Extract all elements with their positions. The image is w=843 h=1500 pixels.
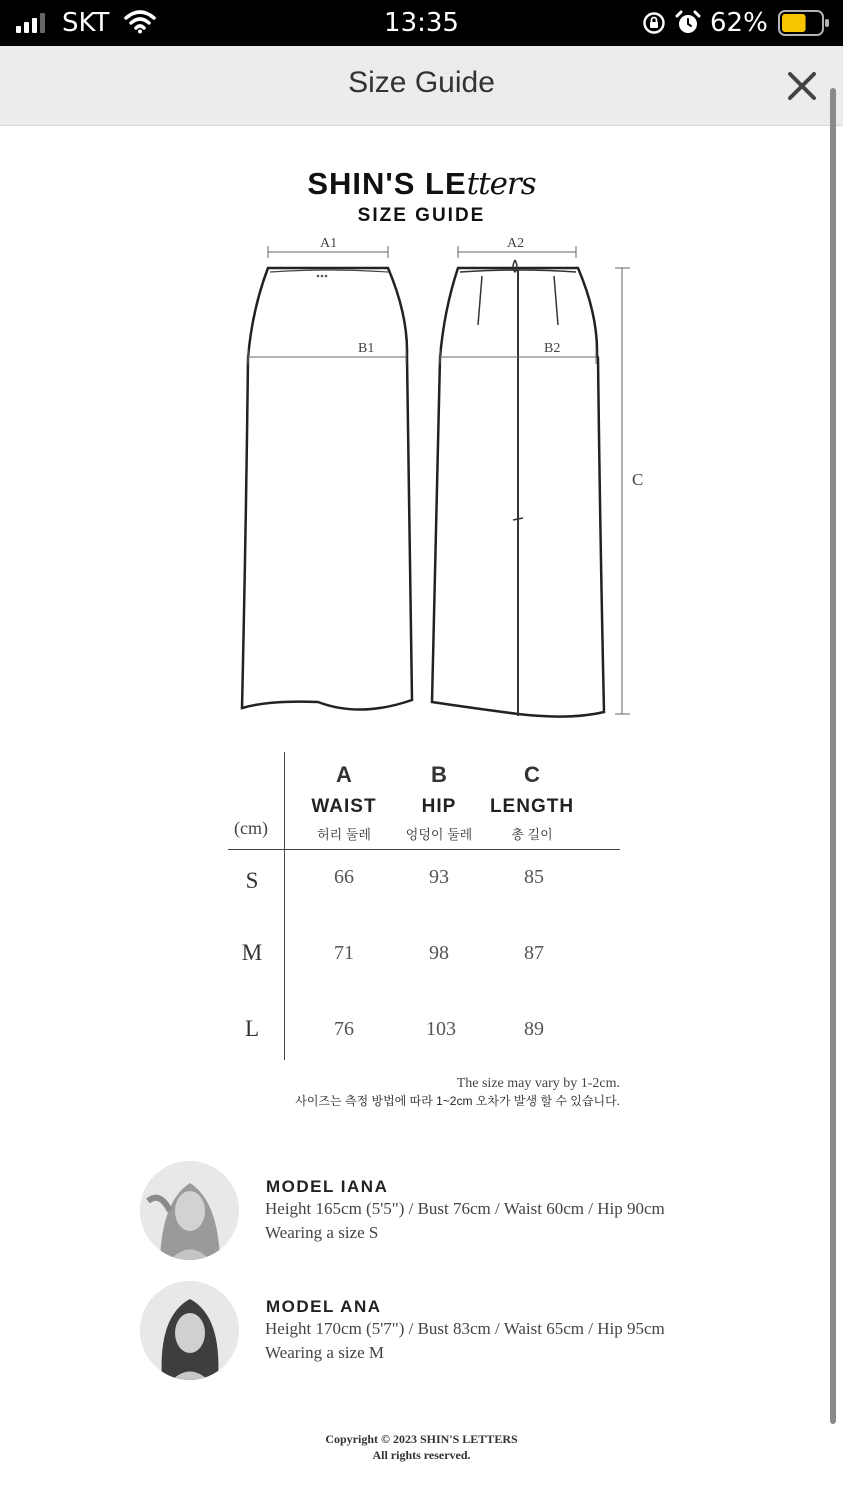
model-wearing-size: Wearing a size M <box>265 1343 384 1362</box>
brand-name-script: tters <box>466 166 536 202</box>
front-waistband-line <box>270 270 388 272</box>
status-time: 13:35 <box>384 8 459 38</box>
row-label-l: L <box>244 1016 260 1041</box>
unit-label: (cm) <box>234 818 268 838</box>
size-guide-subtitle: SIZE GUIDE <box>357 205 486 226</box>
measure-lines <box>248 246 630 714</box>
column-header-waist <box>289 762 399 843</box>
column-letter: A <box>336 762 352 787</box>
column-name: HIP <box>421 796 457 817</box>
scrollbar[interactable] <box>830 88 836 1424</box>
table-cell: 76 <box>334 1018 354 1040</box>
label-a1: A1 <box>320 236 338 251</box>
model-portrait-icon <box>140 1281 239 1380</box>
avatar <box>140 1161 239 1260</box>
rights-text: All rights reserved. <box>372 1448 471 1462</box>
table-cell: 98 <box>429 942 449 964</box>
copyright-text: Copyright © 2023 SHIN'S LETTERS <box>325 1432 518 1446</box>
skirt-front-drawing <box>242 268 412 710</box>
column-letter: B <box>431 762 447 787</box>
status-bar <box>0 0 843 46</box>
column-name-korean: 총 길이 <box>511 827 553 842</box>
close-icon[interactable] <box>782 66 822 106</box>
table-cell: 66 <box>334 866 354 888</box>
model-measurements: Height 170cm (5'7") / Bust 83cm / Waist 65cm / Hip 95cm <box>265 1319 665 1338</box>
model-portrait-icon <box>140 1161 239 1260</box>
battery-percent: 62% <box>710 8 768 38</box>
carrier-name: SKT <box>62 8 110 38</box>
label-a2: A2 <box>507 236 525 251</box>
label-b1: B1 <box>358 341 375 356</box>
model-wearing-size: Wearing a size S <box>265 1223 379 1242</box>
table-cell: 93 <box>429 866 449 888</box>
rotation-lock-icon <box>642 11 666 35</box>
model-name: MODEL ANA <box>266 1297 382 1316</box>
column-name-korean: 엉덩이 둘레 <box>405 827 473 842</box>
table-cell: 87 <box>524 942 544 964</box>
model-name: MODEL IANA <box>266 1177 389 1196</box>
label-b2: B2 <box>544 341 561 356</box>
size-variance-note-korean: 사이즈는 측정 방법에 따라 1~2cm 오차가 발생 할 수 있습니다. <box>295 1094 620 1108</box>
column-name-korean: 허리 둘레 <box>317 827 371 842</box>
column-name: WAIST <box>311 796 377 817</box>
battery-icon <box>778 10 830 36</box>
table-divider-vertical <box>284 752 285 1060</box>
column-letter: C <box>524 762 540 787</box>
size-table <box>228 752 628 1062</box>
header-bar <box>0 46 843 126</box>
row-label-m: M <box>241 940 263 965</box>
model-card-ana <box>140 1281 740 1381</box>
model-card-iana <box>140 1161 740 1261</box>
label-c: C <box>632 470 644 489</box>
column-header-length <box>477 762 587 843</box>
brand-name-main: SHIN'S LE <box>307 166 467 201</box>
alarm-icon <box>675 10 701 36</box>
page-title: Size Guide <box>348 66 495 99</box>
table-cell: 71 <box>334 942 354 964</box>
column-name: LENGTH <box>489 796 575 817</box>
front-label-tag <box>317 275 328 278</box>
table-cell: 89 <box>524 1018 544 1040</box>
table-divider-horizontal <box>228 849 620 850</box>
skirt-diagram <box>230 230 650 730</box>
row-label-s: S <box>245 868 259 893</box>
back-details <box>460 260 576 716</box>
size-variance-note: The size may vary by 1-2cm. <box>456 1076 620 1091</box>
table-cell: 103 <box>426 1018 456 1040</box>
model-measurements: Height 165cm (5'5") / Bust 76cm / Waist 60cm / Hip 90cm <box>265 1199 665 1218</box>
brand-logo <box>0 166 843 202</box>
table-cell: 85 <box>524 866 544 888</box>
copyright-footer <box>0 1431 843 1463</box>
avatar <box>140 1281 239 1380</box>
